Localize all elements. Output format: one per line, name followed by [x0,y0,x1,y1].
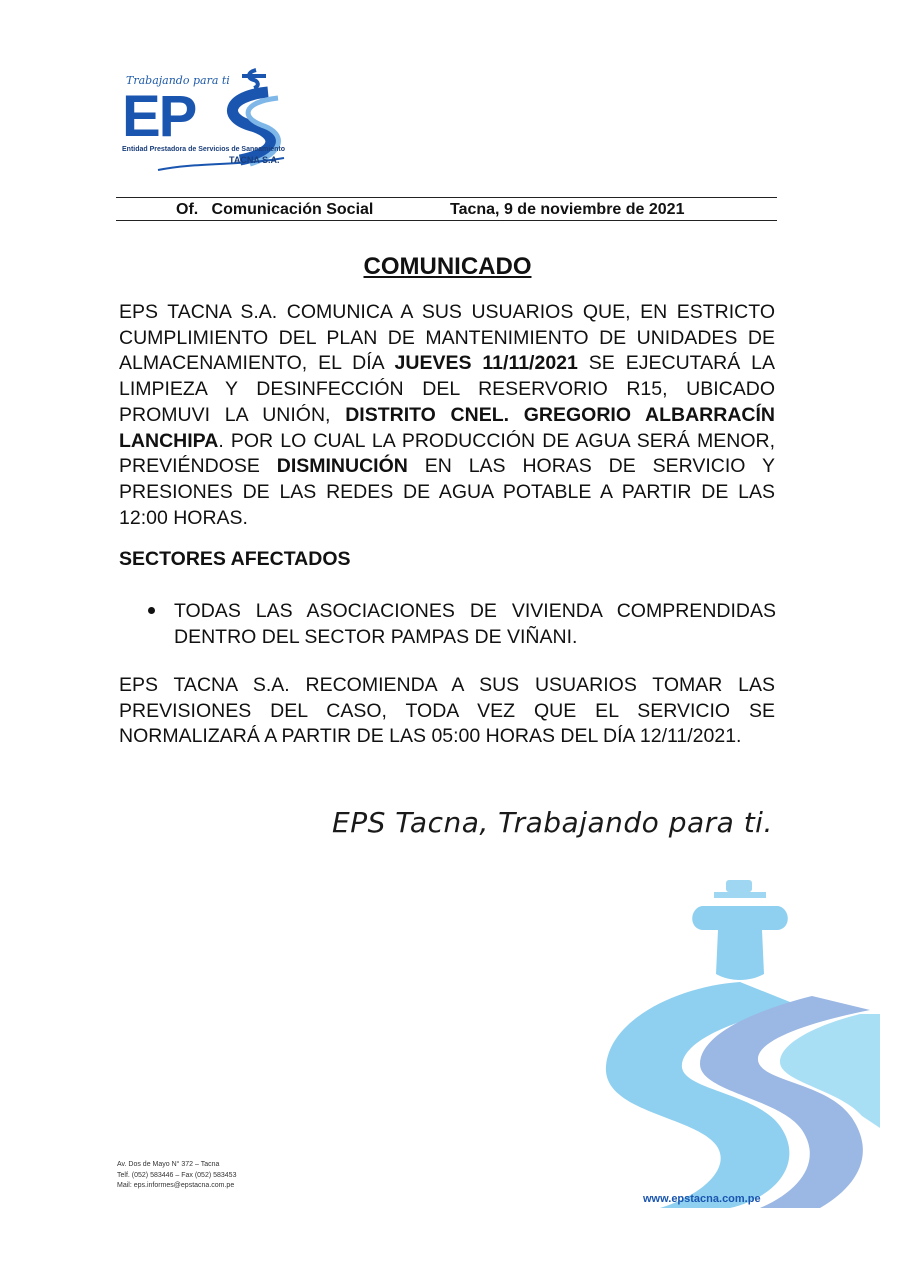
p1-text-4: EN LAS HORAS DE SERVICIO Y PRESIONES DE LAS REDES DE AGUA POTABLE A PARTIR DE LAS 12:00 HORAS. [119,455,776,529]
website-link[interactable]: www.epstacna.com.pe [643,1193,761,1205]
sectors-list [148,598,776,650]
p1-text-1: EPS TACNA S.A. COMUNICA A SUS USUARIOS QUE, EN ESTRICTO CUMPLIMIENTO DEL PLAN DE MANTENIMIENTO DE UNIDADES DE ALMACENAMIENTO, EL DÍA [119,301,775,375]
logo-subtitle: Entidad Prestadora de Servicios de Saneamiento [122,146,285,153]
phone-line: Telf. (052) 583446 – Fax (052) 583453 [117,1171,237,1179]
p1-district-bold: DISTRITO CNEL. GREGORIO ALBARRACÍN LANCHIPA [119,403,775,452]
office-label: Of. Comunicación Social [176,201,374,218]
sector-item-text: TODAS LAS ASOCIACIONES DE VIVIENDA COMPRENDIDAS DENTRO DEL SECTOR PAMPAS DE VIÑANI. [174,600,776,648]
document-title: COMUNICADO [363,253,532,280]
footer-address [117,1160,236,1192]
logo-company: TACNA S.A. [229,155,280,165]
logo-acronym: EP [122,84,196,149]
company-logo [118,62,298,177]
header-bar [116,197,777,221]
list-item [148,598,776,650]
p1-text-2: SE EJECUTARÁ LA LIMPIEZA Y DESINFECCIÓN DEL RESERVORIO R15, UBICADO PROMUVI LA UNIÓN, [119,352,775,426]
address-line: Av. Dos de Mayo N° 372 – Tacna [117,1161,220,1168]
bullet-icon [148,607,155,614]
slogan: EPS Tacna, Trabajando para ti. [332,806,773,839]
recommendation-paragraph: EPS TACNA S.A. RECOMIENDA A SUS USUARIOS TOMAR LAS PREVISIONES DEL CASO, TODA VEZ QUE EL SERVICIO SE NORMALIZARÁ A PARTIR DE LAS 05:00 HORAS DEL DÍA 12/11/2021. [119,674,775,748]
mail-line: Mail: eps.informes@epstacna.com.pe [117,1182,235,1189]
p1-decrease-bold: DISMINUCIÓN [276,455,408,478]
decorative-faucet-swoosh-icon [590,878,880,1208]
main-paragraph [119,300,775,531]
p1-date-bold: JUEVES 11/11/2021 [394,352,578,375]
sectors-heading: SECTORES AFECTADOS [119,548,351,570]
p1-text-3: . POR LO CUAL LA PRODUCCIÓN DE AGUA SERÁ MENOR, PREVIÉNDOSE [119,429,775,478]
place-date: Tacna, 9 de noviembre de 2021 [450,201,685,218]
logo-tagline: Trabajando para ti [126,74,230,87]
